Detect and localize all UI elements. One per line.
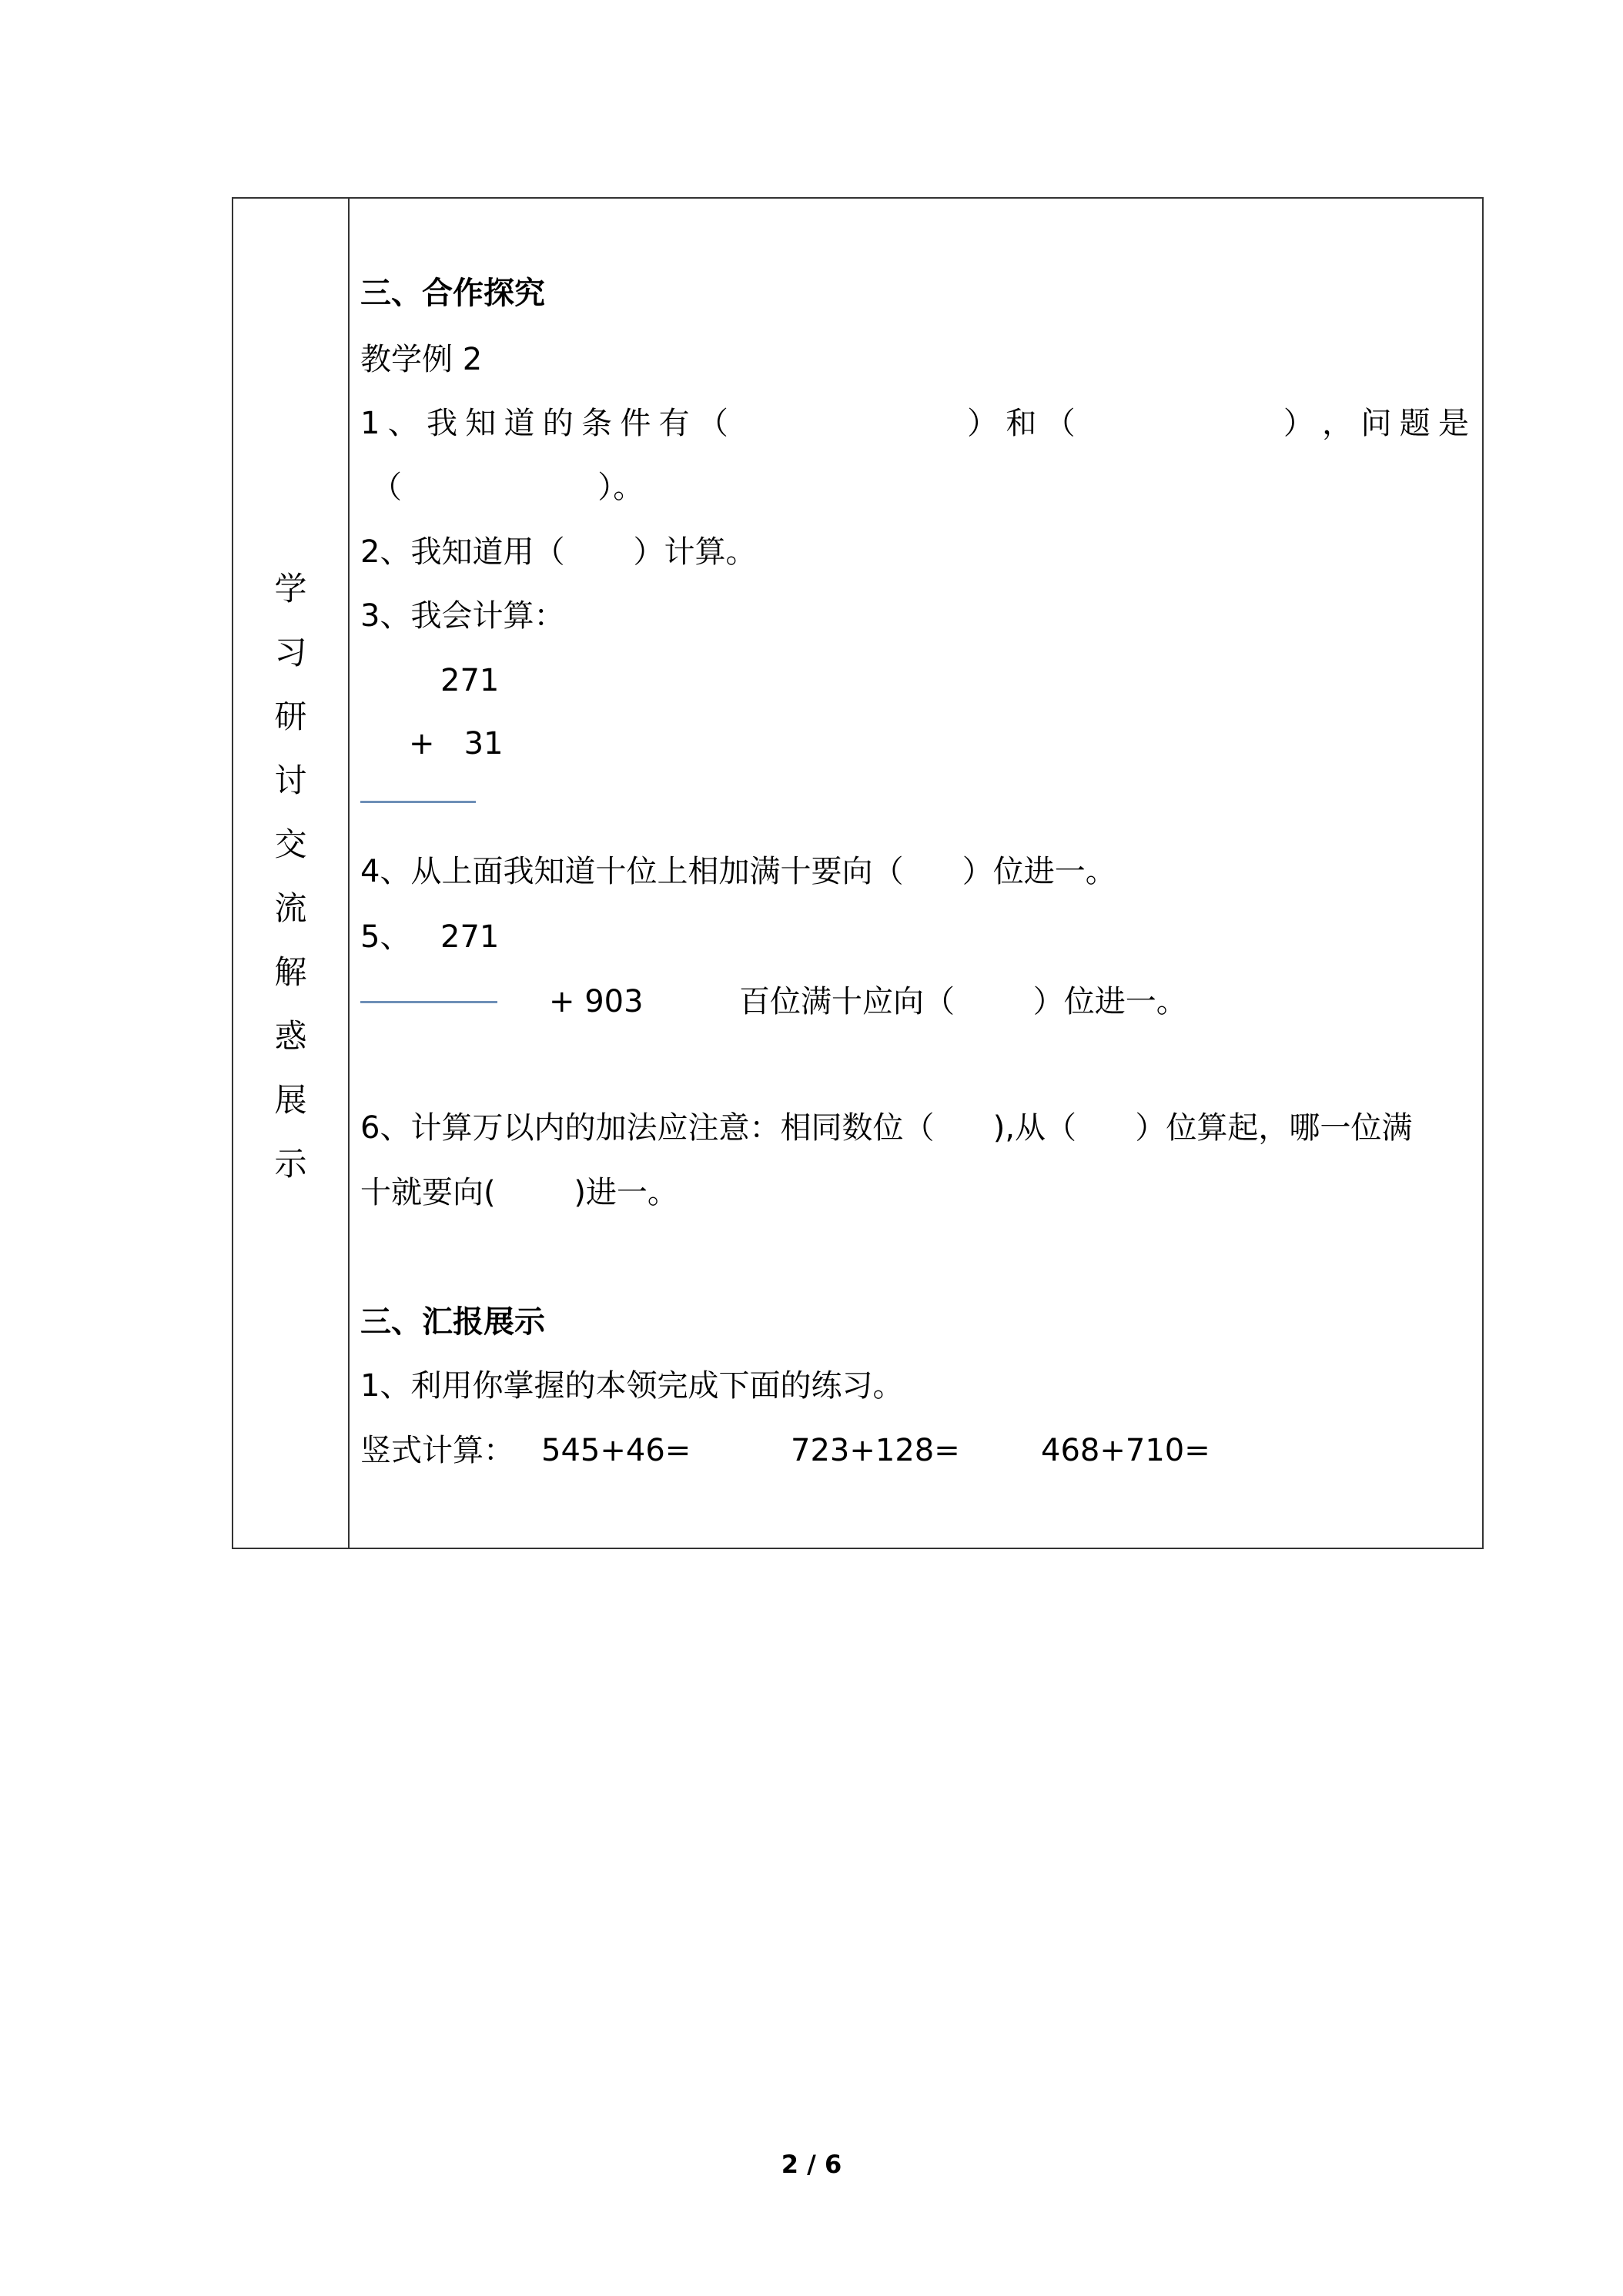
side-label-char: 惑 <box>274 1017 307 1055</box>
exercise-2: 723+128= <box>791 1433 960 1468</box>
calc-top-number: 271 <box>440 663 500 698</box>
calc-answer-line <box>360 801 476 803</box>
page-number: 2 / 6 <box>781 2150 842 2179</box>
q1-word: ， <box>1322 406 1354 441</box>
column-divider <box>348 199 350 1548</box>
q1-word: 道 <box>504 406 535 441</box>
side-label-char: 解 <box>274 953 307 991</box>
question-5-top-number: 271 <box>440 919 500 955</box>
q1-word: 的 <box>542 406 574 441</box>
q1-word: 是 <box>1437 406 1469 441</box>
q1-word: （ <box>697 406 728 441</box>
question-5-answer-line <box>360 1001 497 1003</box>
section-heading-cooperation: 三、合作探究 <box>360 276 545 311</box>
side-label-char: 流 <box>274 889 307 927</box>
section-heading-report: 三、汇报展示 <box>360 1304 545 1340</box>
question-4: 4、从上面我知道十位上相加满十要向（ ）位进一。 <box>360 854 1116 889</box>
q1-word: 、 <box>387 406 419 441</box>
question-1-line-1 <box>360 408 1469 439</box>
q1-word: （ <box>1044 406 1076 441</box>
q1-word: 问 <box>1360 406 1392 441</box>
side-label <box>233 557 348 1196</box>
q1-word: 1 <box>360 406 380 441</box>
side-label-char: 示 <box>274 1145 307 1183</box>
side-label-char: 展 <box>274 1081 307 1119</box>
side-label-char: 交 <box>274 825 307 863</box>
calc-bottom-number: + 31 <box>409 726 504 761</box>
exercise-1: 545+46= <box>541 1433 691 1468</box>
q1-word: ） <box>1283 406 1314 441</box>
question-3: 3、我会计算： <box>360 598 565 634</box>
question-1-line-2: （ ）。 <box>371 470 644 505</box>
question-6-line-1: 6、计算万以内的加法应注意：相同数位（ ),从（ ）位算起，哪一位满 <box>360 1110 1413 1146</box>
side-label-char: 学 <box>274 570 307 607</box>
vertical-calc-label: 竖式计算： <box>360 1433 514 1468</box>
q1-word: 和 <box>1006 406 1037 441</box>
question-2: 2、我知道用（ ）计算。 <box>360 534 757 570</box>
side-label-char: 讨 <box>274 761 307 799</box>
q1-word: 题 <box>1399 406 1431 441</box>
q1-word: 我 <box>426 406 457 441</box>
report-question-1: 1、利用你掌握的本领完成下面的练习。 <box>360 1368 904 1404</box>
question-6-line-2: 十就要向( )进一。 <box>360 1175 678 1210</box>
q1-word: 知 <box>465 406 497 441</box>
q1-word: ） <box>967 406 999 441</box>
question-5-bottom-number: + 903 <box>549 984 644 1019</box>
question-5-label: 5、 <box>360 919 411 955</box>
side-label-char: 研 <box>274 698 307 735</box>
side-label-char: 习 <box>274 634 307 671</box>
example-title: 教学例 2 <box>360 342 483 377</box>
exercise-3: 468+710= <box>1041 1433 1210 1468</box>
q1-word: 条 <box>581 406 613 441</box>
question-5-text: 百位满十应向（ ）位进一。 <box>739 984 1187 1019</box>
q1-word: 有 <box>658 406 690 441</box>
q1-word: 件 <box>620 406 651 441</box>
